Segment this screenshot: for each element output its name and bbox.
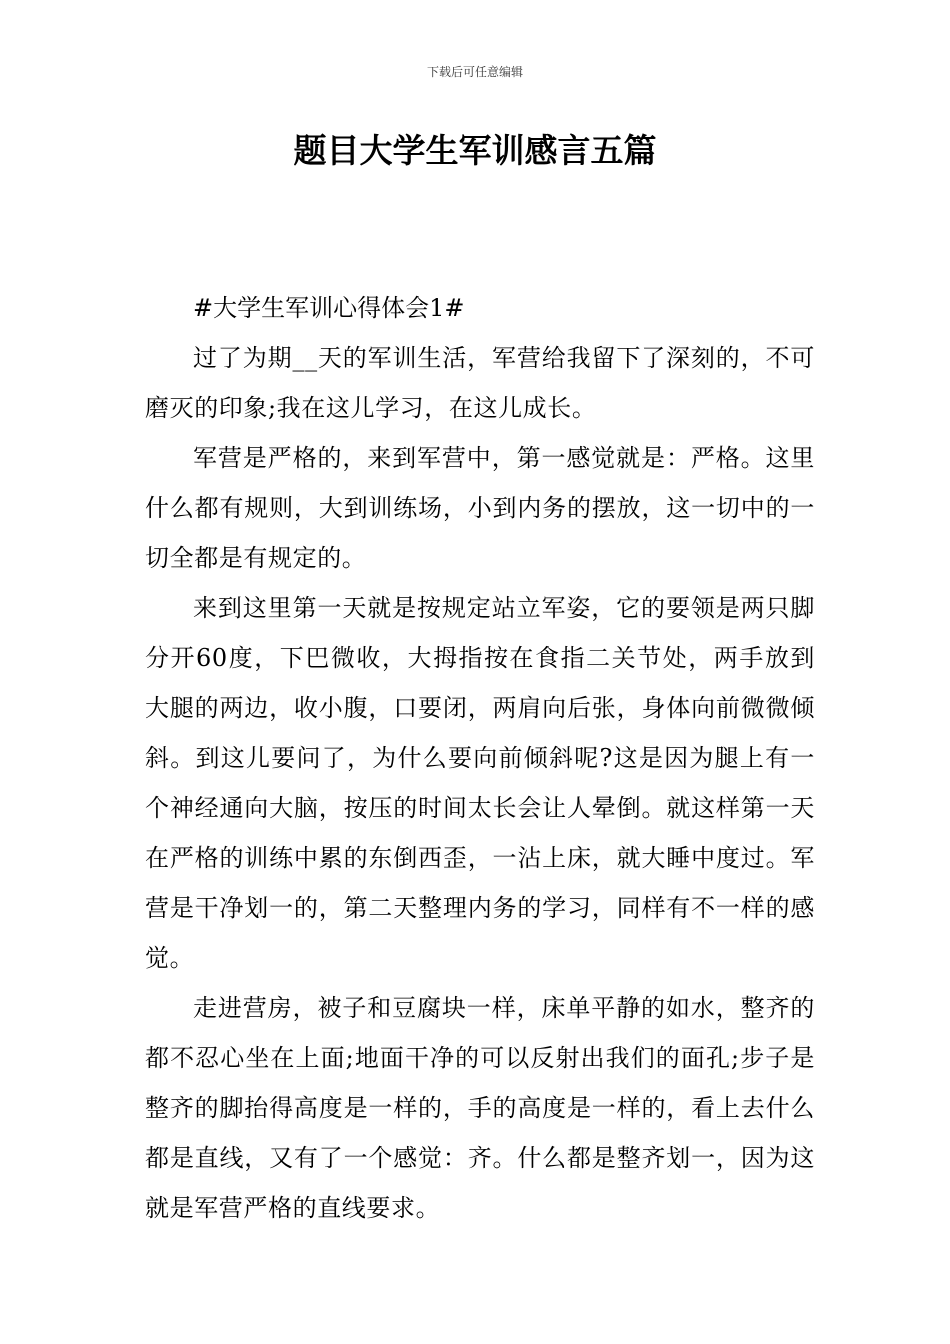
paragraph: 过了为期__天的军训生活，军营给我留下了深刻的，不可磨灭的印象;我在这儿学习，在这儿成长。 xyxy=(145,344,815,422)
section-heading: #大学生军训心得体会1# xyxy=(193,294,465,322)
document-title: 题目大学生军训感言五篇 xyxy=(293,131,657,170)
paragraph: 来到这里第一天就是按规定站立军姿，它的要领是两只脚分开60度，下巴微收，大拇指按在食指二关节处，两手放到大腿的两边，收小腹，口要闭，两肩向后张，身体向前微微倾斜。到这儿要问了，为什么要向前倾斜呢?这是因为腿上有一个神经通向大脑，按压的时间太长会让人晕倒。就这样第一天在严格的训练中累的东倒西歪，一沾上床，就大睡中度过。军营是干净划一的，第二天整理内务的学习，同样有不一样的感觉。 xyxy=(145,594,815,972)
paragraph: 走进营房，被子和豆腐块一样，床单平静的如水，整齐的都不忍心坐在上面;地面干净的可以反射出我们的面孔;步子是整齐的脚抬得高度是一样的，手的高度是一样的，看上去什么都是直线，又有了一个感觉：齐。什么都是整齐划一，因为这就是军营严格的直线要求。 xyxy=(145,994,815,1222)
paragraph: 军营是严格的，来到军营中，第一感觉就是：严格。这里什么都有规则，大到训练场，小到内务的摆放，这一切中的一切全都是有规定的。 xyxy=(145,444,815,572)
document-body xyxy=(145,283,815,1233)
header-note: 下载后可任意编辑 xyxy=(426,65,523,79)
